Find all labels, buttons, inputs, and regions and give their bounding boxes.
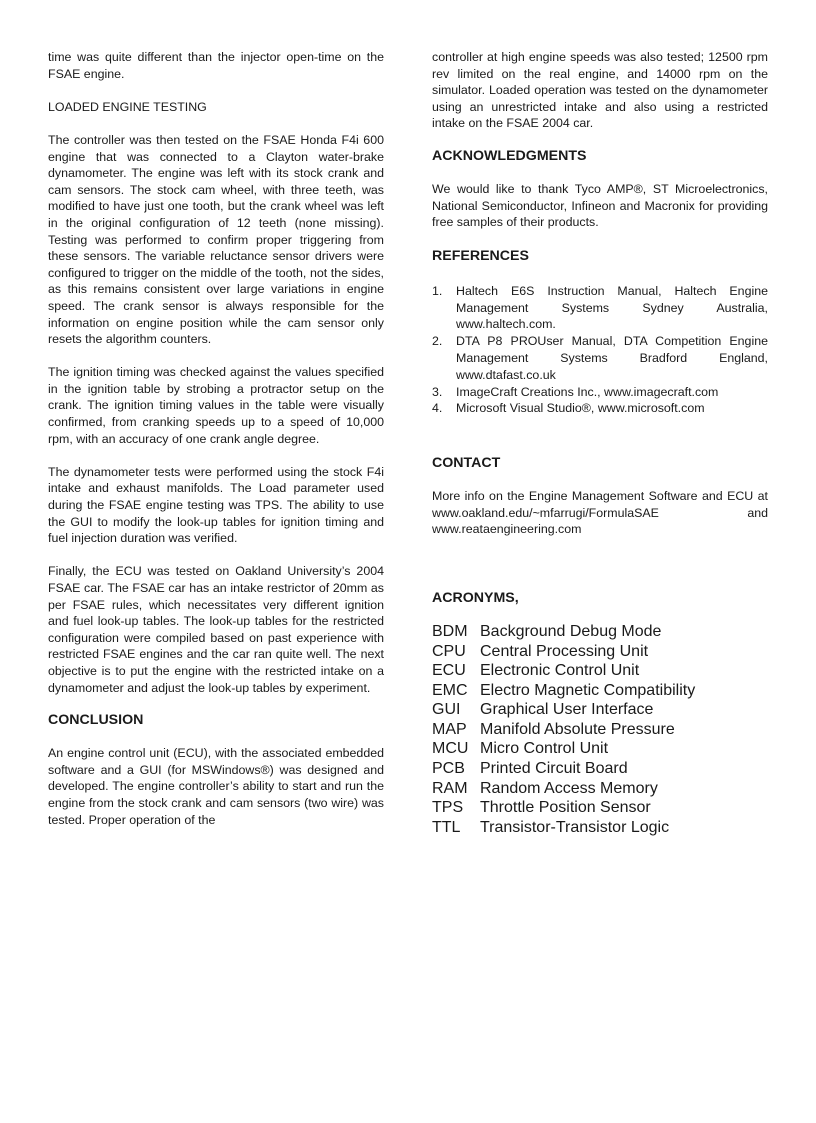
reference-text: DTA P8 PROUser Manual, DTA Competition Engine Management Systems Bradford England, www.dtafast.co.uk	[456, 334, 768, 382]
loaded-testing-heading: LOADED ENGINE TESTING	[48, 99, 207, 114]
reference-number: 4.	[432, 401, 443, 416]
reference-text: Haltech E6S Instruction Manual, Haltech Engine Management Systems Sydney Australia, www.haltech.com.	[456, 283, 768, 332]
acknowledgments-heading: ACKNOWLEDGMENTS	[432, 147, 587, 164]
paragraph: The controller was then tested on the FSAE Honda F4i 600 engine that was connected to a Clayton water-brake dynamometer. The engine was left with its stock crank and cam sensors. The stock cam wheel, with three teeth, was modified to have just one tooth, but the crank wheel was left in the original configuration of 12 teeth (none missing). Testing was performed to confirm proper triggering from these sensors. The variable reluctance sensor drivers were configured to trigger on the middle of the tooth, not the sides, as this remains consistent over large variations in engine speed. The crank sensor is always responsible for the information on engine position while the cam sensor only resets the algorithm counters.	[48, 132, 384, 347]
acronym-row	[432, 642, 768, 662]
reference-item	[432, 333, 768, 383]
acronym-full: Printed Circuit Board	[480, 760, 628, 778]
acronym-row	[432, 779, 768, 799]
reference-text: ImageCraft Creations Inc., www.imagecraft.com	[456, 384, 719, 399]
paragraph: time was quite different than the injector open-time on the FSAE engine.	[48, 50, 384, 81]
acronym-abbr: BDM	[432, 622, 468, 640]
acronym-full: Manifold Absolute Pressure	[480, 720, 675, 738]
acronym-abbr: EMC	[432, 681, 468, 699]
acknowledgments-text: We would like to thank Tyco AMP®, ST Microelectronics, National Semiconductor, Infineon and Macronix for providing free samples of their products.	[432, 181, 768, 230]
reference-number: 3.	[432, 384, 443, 399]
paragraph: An engine control unit (ECU), with the associated embedded software and a GUI (for MSWindows®) was designed and developed. The engine controller’s ability to start and run the engine from the stock crank and cam sensors (two wire) was tested. Proper operation of the	[48, 746, 384, 827]
acronym-row	[432, 759, 768, 779]
acronym-full: Transistor-Transistor Logic	[480, 818, 670, 836]
acronym-full: Background Debug Mode	[480, 622, 662, 640]
acronym-row	[432, 818, 768, 838]
acronyms-heading: ACRONYMS,	[432, 589, 519, 606]
left-column	[48, 49, 384, 828]
acronym-abbr: MCU	[432, 740, 469, 758]
contact-heading: CONTACT	[432, 455, 501, 472]
reference-number: 2.	[432, 334, 443, 349]
right-column	[432, 49, 768, 837]
acronym-abbr: TTL	[432, 818, 461, 836]
acronym-row	[432, 700, 768, 720]
acronym-abbr: ECU	[432, 662, 466, 680]
acronym-row	[432, 661, 768, 681]
acronym-row	[432, 681, 768, 701]
acronym-row	[432, 739, 768, 759]
paragraph: Finally, the ECU was tested on Oakland University’s 2004 FSAE car. The FSAE car has an intake restrictor of 20mm as per FSAE rules, which necessitates very different ignition and fuel look-up tables. The look-up tables for the restricted configuration were compiled based on past experience with restricted FSAE engines and the car ran quite well. The next objective is to put the engine with the restricted intake on a dynamometer and adjust the look-up tables by experiment.	[48, 564, 384, 695]
acronym-full: Graphical User Interface	[480, 701, 654, 719]
references-heading: REFERENCES	[432, 247, 529, 264]
acronym-abbr: MAP	[432, 720, 467, 738]
reference-item	[432, 400, 768, 417]
reference-item	[432, 283, 768, 333]
reference-text: Microsoft Visual Studio®, www.microsoft.com	[456, 401, 705, 416]
acronym-full: Random Access Memory	[480, 779, 658, 797]
acronym-row	[432, 720, 768, 740]
paragraph: The ignition timing was checked against the values specified in the ignition table by strobing a protractor setup on the crank. The ignition timing values in the table were visually confirmed, from cranking speeds up to a speed of 10,000 rpm, with an accuracy of one crank angle degree.	[48, 365, 384, 446]
acronym-abbr: RAM	[432, 779, 468, 797]
reference-number: 1.	[432, 283, 443, 298]
paragraph: The dynamometer tests were performed using the stock F4i intake and exhaust manifolds. The Load parameter used during the FSAE engine testing was TPS. The ability to use the GUI to modify the look-up tables for ignition timing and fuel injection duration was verified.	[48, 464, 384, 546]
references-list	[432, 283, 768, 417]
paragraph: controller at high engine speeds was also tested; 12500 rpm rev limited on the real engine, and 14000 rpm on the simulator. Loaded operation was tested on the dynamometer using an unrestricted intake and also using a restricted intake on the FSAE 2004 car.	[432, 50, 768, 131]
acronym-full: Electro Magnetic Compatibility	[480, 681, 696, 699]
acronym-row	[432, 622, 768, 642]
acronym-full: Throttle Position Sensor	[480, 799, 651, 817]
acronym-full: Electronic Control Unit	[480, 662, 640, 680]
acronyms-list	[432, 622, 768, 838]
acronym-full: Micro Control Unit	[480, 740, 609, 758]
acronym-full: Central Processing Unit	[480, 642, 649, 660]
reference-item	[432, 384, 768, 401]
contact-text: More info on the Engine Management Software and ECU at www.oakland.edu/~mfarrugi/FormulaSAE and www.reataengineering.com	[432, 489, 768, 537]
acronym-abbr: GUI	[432, 701, 461, 719]
acronym-abbr: TPS	[432, 799, 464, 817]
acronym-row	[432, 798, 768, 818]
acronym-abbr: PCB	[432, 760, 465, 778]
conclusion-heading: CONCLUSION	[48, 712, 144, 729]
acronym-abbr: CPU	[432, 642, 466, 660]
